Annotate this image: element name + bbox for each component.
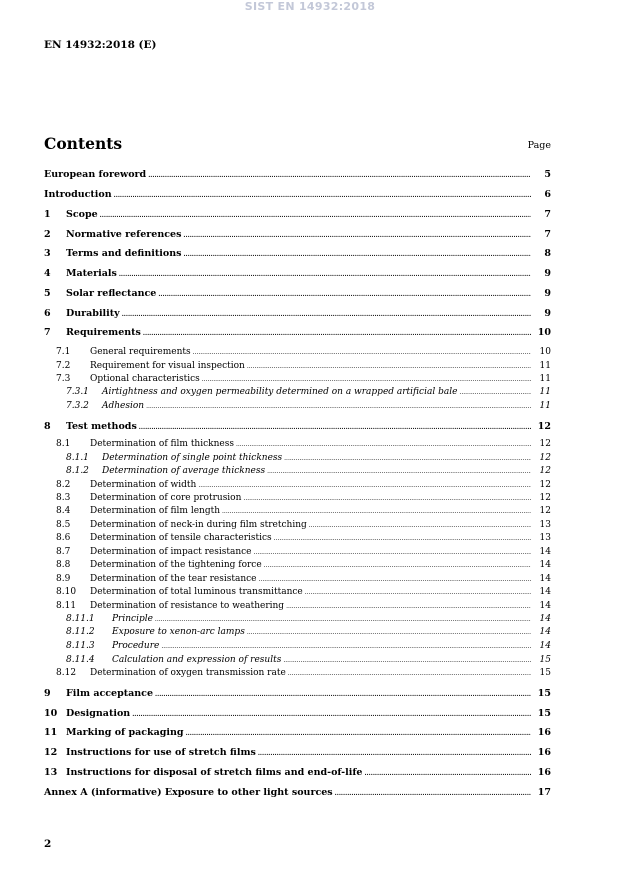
toc-entry-number: 8.11.2 [66, 627, 95, 637]
toc-dot-leader [283, 654, 531, 667]
toc-entry-title: Determination of film thickness [90, 439, 234, 449]
toc-entry[interactable] [0, 532, 620, 545]
toc-entry[interactable] [0, 360, 620, 373]
toc-entry-title: Film acceptance [66, 688, 154, 699]
toc-entry[interactable] [0, 586, 620, 599]
toc-entry-number: 7.1 [56, 347, 71, 357]
toc-entry-title: Determination of average thickness [102, 466, 266, 476]
toc-dot-leader [258, 746, 531, 760]
toc-entry-title: Determination of resistance to weathering [90, 601, 285, 611]
toc-entry-title: Durability [66, 308, 120, 319]
toc-entry-page: 7 [544, 209, 551, 220]
toc-dot-leader [155, 613, 531, 626]
toc-entry-title: Scope [66, 209, 98, 220]
toc-entry-number: 8.9 [56, 574, 71, 584]
toc-dot-leader [284, 452, 531, 465]
toc-entry-number: 8.11.3 [66, 641, 95, 651]
toc-entry-page: 14 [539, 587, 551, 597]
toc-entry[interactable] [0, 492, 620, 505]
toc-entry[interactable] [0, 287, 620, 300]
toc-entry-title: Instructions for disposal of stretch films and end-of-life [66, 767, 363, 778]
toc-entry-title: Determination of film length [90, 506, 220, 516]
toc-entry-number: 6 [44, 308, 51, 319]
toc-entry-page: 15 [539, 655, 551, 665]
contents-heading: Contents [44, 134, 123, 153]
toc-entry-page: 12 [539, 439, 551, 449]
toc-entry[interactable] [0, 479, 620, 492]
toc-entry-title: Solar reflectance [66, 288, 157, 299]
toc-entry-title: Exposure to xenon-arc lamps [112, 627, 245, 637]
toc-entry[interactable] [0, 667, 620, 680]
toc-dot-leader [139, 420, 531, 434]
toc-entry-number: 7 [44, 327, 51, 338]
toc-entry-number: 8.11.4 [66, 655, 95, 665]
toc-entry-number: 1 [44, 209, 51, 220]
toc-entry-title: European foreword [44, 169, 147, 180]
toc-entry[interactable] [0, 707, 620, 720]
toc-dot-leader [155, 687, 531, 701]
toc-entry[interactable] [0, 386, 620, 399]
toc-entry[interactable] [0, 640, 620, 653]
toc-entry-title: Determination of core protrusion [90, 493, 242, 503]
toc-entry-title: Requirement for visual inspection [90, 361, 245, 371]
toc-entry[interactable] [0, 307, 620, 320]
toc-dot-leader [143, 326, 531, 340]
toc-entry-number: 12 [44, 747, 58, 758]
toc-entry-title: Normative references [66, 229, 182, 240]
toc-entry-number: 4 [44, 268, 51, 279]
toc-dot-leader [183, 247, 531, 261]
toc-entry-page: 8 [544, 248, 551, 259]
toc-entry[interactable] [0, 267, 620, 280]
toc-entry-number: 8.1.1 [66, 453, 89, 463]
toc-dot-leader [243, 492, 531, 505]
toc-entry[interactable] [0, 573, 620, 586]
toc-entry-page: 12 [539, 453, 551, 463]
toc-entry[interactable] [0, 613, 620, 626]
toc-dot-leader [183, 228, 531, 242]
toc-entry-page: 12 [539, 480, 551, 490]
toc-entry-page: 9 [544, 308, 551, 319]
toc-entry-title: Adhesion [102, 401, 145, 411]
toc-entry-title: Determination of the tightening force [90, 560, 262, 570]
toc-dot-leader [236, 438, 531, 451]
toc-entry-page: 16 [537, 747, 551, 758]
toc-entry[interactable] [0, 438, 620, 451]
toc-entry[interactable] [0, 452, 620, 465]
toc-entry-title: Procedure [112, 641, 160, 651]
toc-entry-page: 5 [544, 169, 551, 180]
toc-dot-leader [459, 386, 531, 399]
toc-entry-page: 13 [539, 533, 551, 543]
toc-entry-title: Introduction [44, 189, 112, 200]
toc-dot-leader [122, 307, 531, 321]
toc-entry-number: 7.2 [56, 361, 71, 371]
toc-entry-page: 11 [539, 361, 551, 371]
toc-entry-title: Determination of total luminous transmittance [90, 587, 303, 597]
toc-entry-number: 9 [44, 688, 51, 699]
toc-dot-leader [364, 766, 531, 780]
toc-dot-leader [148, 168, 531, 182]
toc-entry[interactable] [0, 559, 620, 572]
toc-entry-number: 8.1.2 [66, 466, 89, 476]
toc-entry-page: 15 [537, 708, 551, 719]
toc-entry-title: Determination of the tear resistance [90, 574, 257, 584]
toc-entry-page: 12 [539, 466, 551, 476]
toc-entry-title: Terms and definitions [66, 248, 182, 259]
toc-dot-leader [186, 726, 531, 740]
toc-entry[interactable] [0, 546, 620, 559]
toc-entry-number: 5 [44, 288, 51, 299]
toc-entry-page: 15 [537, 688, 551, 699]
toc-dot-leader [259, 573, 531, 586]
toc-dot-leader [222, 505, 531, 518]
toc-dot-leader [161, 640, 531, 653]
toc-dot-leader [114, 188, 531, 202]
toc-entry-number: 8.2 [56, 480, 71, 490]
toc-entry-page: 10 [539, 347, 551, 357]
toc-entry[interactable] [0, 687, 620, 700]
toc-entry[interactable] [0, 465, 620, 478]
toc-entry-page: 14 [539, 641, 551, 651]
toc-entry[interactable] [0, 505, 620, 518]
toc-dot-leader [202, 373, 531, 386]
toc-entry-number: 8.3 [56, 493, 71, 503]
toc-dot-leader [146, 400, 531, 413]
toc-dot-leader [119, 267, 531, 281]
toc-entry-page: 7 [544, 229, 551, 240]
toc-entry-page: 15 [539, 668, 551, 678]
toc-entry[interactable] [0, 654, 620, 667]
toc-entry-page: 14 [539, 574, 551, 584]
toc-entry-title: Calculation and expression of results [112, 655, 282, 665]
toc-dot-leader [132, 707, 531, 721]
toc-entry-title: Materials [66, 268, 117, 279]
toc-entry-title: Instructions for use of stretch films [66, 747, 256, 758]
toc-entry[interactable] [0, 400, 620, 413]
page-number: 2 [44, 838, 52, 850]
toc-entry-title: Designation [66, 708, 131, 719]
toc-entry-page: 14 [539, 601, 551, 611]
toc-entry[interactable] [0, 766, 620, 779]
toc-entry-number: 7.3.1 [66, 387, 89, 397]
toc-entry-title: Annex A (informative) Exposure to other light sources [44, 787, 333, 798]
toc-entry-number: 2 [44, 229, 51, 240]
toc-entry-page: 17 [537, 787, 551, 798]
toc-entry-number: 8.4 [56, 506, 71, 516]
toc-entry-number: 8.11.1 [66, 614, 95, 624]
toc-entry-title: Requirements [66, 327, 141, 338]
toc-entry[interactable] [0, 188, 620, 201]
toc-entry[interactable] [0, 626, 620, 639]
toc-dot-leader [247, 626, 531, 639]
toc-entry-page: 14 [539, 547, 551, 557]
toc-entry[interactable] [0, 346, 620, 359]
toc-entry-title: Determination of width [90, 480, 197, 490]
toc-entry[interactable] [0, 519, 620, 532]
toc-entry-title: Marking of packaging [66, 727, 184, 738]
toc-entry-number: 10 [44, 708, 58, 719]
toc-dot-leader [335, 786, 531, 800]
toc-entry-title: General requirements [90, 347, 191, 357]
toc-entry-number: 8.5 [56, 520, 71, 530]
toc-entry-page: 9 [544, 268, 551, 279]
page-column-label: Page [527, 140, 551, 151]
toc-dot-leader [267, 465, 531, 478]
toc-entry-page: 14 [539, 627, 551, 637]
toc-entry-page: 12 [539, 493, 551, 503]
toc-entry-number: 13 [44, 767, 58, 778]
toc-entry-page: 6 [544, 189, 551, 200]
toc-entry[interactable] [0, 247, 620, 260]
toc-dot-leader [158, 287, 531, 301]
toc-entry-page: 16 [537, 767, 551, 778]
toc-entry-number: 8.10 [56, 587, 77, 597]
toc-entry-page: 13 [539, 520, 551, 530]
toc-dot-leader [193, 346, 531, 359]
document-identifier: EN 14932:2018 (E) [44, 39, 157, 51]
watermark: SIST EN 14932:2018 [244, 0, 376, 13]
toc-entry[interactable] [0, 420, 620, 433]
toc-dot-leader [286, 600, 531, 613]
toc-entry-title: Determination of neck-in during film stretching [90, 520, 307, 530]
toc-entry[interactable] [0, 746, 620, 759]
toc-entry-number: 7.3.2 [66, 401, 89, 411]
toc-entry[interactable] [0, 228, 620, 241]
toc-entry-page: 11 [539, 387, 551, 397]
toc-entry-number: 8.8 [56, 560, 71, 570]
toc-entry-number: 8.6 [56, 533, 71, 543]
toc-entry-number: 3 [44, 248, 51, 259]
toc-dot-leader [100, 208, 531, 222]
toc-entry-page: 16 [537, 727, 551, 738]
toc-dot-leader [305, 586, 531, 599]
toc-dot-leader [309, 519, 531, 532]
toc-entry-number: 8.7 [56, 547, 71, 557]
toc-entry-page: 14 [539, 560, 551, 570]
toc-entry-number: 7.3 [56, 374, 71, 384]
toc-entry-number: 8.12 [56, 668, 77, 678]
toc-entry-title: Determination of oxygen transmission rate [90, 668, 286, 678]
toc-entry-number: 8.1 [56, 439, 71, 449]
toc-entry-number: 8.11 [56, 601, 77, 611]
toc-entry-page: 10 [537, 327, 551, 338]
toc-dot-leader [198, 479, 531, 492]
toc-entry[interactable] [0, 168, 620, 181]
toc-entry-title: Determination of impact resistance [90, 547, 252, 557]
toc-entry-page: 12 [539, 506, 551, 516]
toc-entry-page: 9 [544, 288, 551, 299]
toc-entry[interactable] [0, 786, 620, 799]
toc-entry-title: Determination of tensile characteristics [90, 533, 272, 543]
toc-entry-number: 11 [44, 727, 58, 738]
toc-dot-leader [288, 667, 531, 680]
toc-dot-leader [274, 532, 531, 545]
toc-entry-title: Airtightness and oxygen permeability determined on a wrapped artificial bale [102, 387, 458, 397]
toc-entry[interactable] [0, 208, 620, 221]
toc-dot-leader [254, 546, 532, 559]
toc-entry-page: 14 [539, 614, 551, 624]
toc-entry-title: Optional characteristics [90, 374, 200, 384]
toc-entry-page: 12 [537, 421, 551, 432]
toc-entry[interactable] [0, 373, 620, 386]
toc-entry-title: Principle [112, 614, 153, 624]
toc-dot-leader [264, 559, 531, 572]
toc-entry[interactable] [0, 726, 620, 739]
toc-dot-leader [247, 360, 531, 373]
toc-entry-page: 11 [539, 401, 551, 411]
toc-entry-page: 11 [539, 374, 551, 384]
toc-entry[interactable] [0, 600, 620, 613]
toc-entry-number: 8 [44, 421, 51, 432]
toc-entry[interactable] [0, 326, 620, 339]
toc-entry-title: Test methods [66, 421, 137, 432]
toc-entry-title: Determination of single point thickness [102, 453, 283, 463]
